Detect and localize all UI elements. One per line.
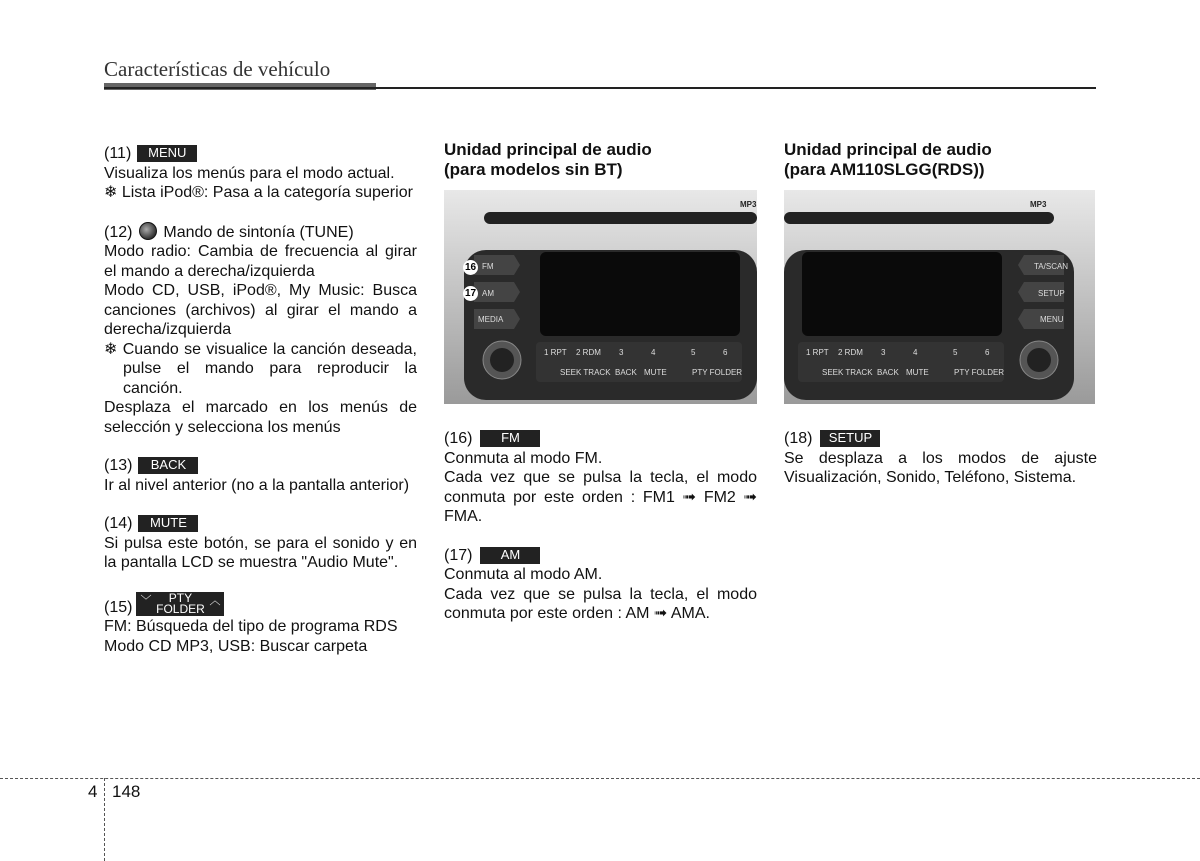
mute-key-badge: MUTE bbox=[138, 515, 198, 532]
column-right-body bbox=[784, 429, 1097, 488]
item-17-order: Cada vez que se pulsa la tecla, el modo conmuta por este orden : AM ➟ AMA. bbox=[444, 585, 757, 622]
pty-label: PTY bbox=[168, 590, 193, 605]
item-12-text-radio: Modo radio: Cambia de frecuencia al girar el mando a derecha/izquierda bbox=[104, 243, 417, 280]
key-4: 4 bbox=[913, 348, 918, 357]
menu-key-badge: MENU bbox=[137, 145, 197, 162]
back-key-badge: BACK bbox=[138, 457, 198, 474]
footer-rule bbox=[0, 778, 1200, 779]
pty-folder-key: PTY FOLDER bbox=[692, 368, 743, 377]
page-header-title: Características de vehículo bbox=[104, 57, 331, 81]
column-middle bbox=[444, 140, 757, 180]
setup-key-badge: SETUP bbox=[820, 430, 880, 447]
item-15-text-fm: FM: Búsqueda del tipo de programa RDS bbox=[104, 618, 398, 635]
menu-button-label: MENU bbox=[1040, 315, 1064, 324]
fm-key-badge: FM bbox=[480, 430, 540, 447]
chevron-up-icon: ︿ bbox=[209, 594, 221, 607]
item-17-number: (17) bbox=[444, 546, 473, 564]
heading-line-1: Unidad principal de audio bbox=[784, 140, 992, 159]
item-12-label: Mando de sintonía (TUNE) bbox=[163, 223, 354, 241]
audio-unit-photo-no-bt bbox=[444, 190, 757, 404]
item-11-note: ❄ Lista iPod®: Pasa a la categoría superior bbox=[104, 184, 413, 201]
heading-line-2: (para AM110SLGG(RDS)) bbox=[784, 160, 985, 179]
key-5: 5 bbox=[691, 348, 696, 357]
header-rule bbox=[104, 87, 1096, 89]
key-2: 2 RDM bbox=[838, 348, 863, 357]
column-right bbox=[784, 140, 1097, 180]
item-14-number: (14) bbox=[104, 515, 133, 532]
item-12-text-menu: Desplaza el marcado en los menús de selección y selecciona los menús bbox=[104, 399, 417, 436]
chapter-number: 4 bbox=[88, 782, 98, 801]
key-5: 5 bbox=[953, 348, 958, 357]
pty-folder-key-badge bbox=[136, 592, 224, 616]
item-11-text: Visualiza los menús para el modo actual. bbox=[104, 164, 395, 182]
seek-track-key: SEEK TRACK bbox=[560, 368, 611, 377]
pty-folder-key: PTY FOLDER bbox=[954, 368, 1005, 377]
item-16-text: Conmuta al modo FM. bbox=[444, 449, 603, 467]
item-12-note: ❄ Cuando se visualice la canción deseada, pulse el mando para reproducir la canción. bbox=[104, 340, 417, 397]
item-13-number: (13) bbox=[104, 457, 133, 474]
key-1: 1 RPT bbox=[806, 348, 829, 357]
item-14-text: Si pulsa este botón, se para el sonido y en la pantalla LCD se muestra "Audio Mute". bbox=[104, 534, 417, 571]
mp3-logo: MP3 bbox=[740, 200, 757, 209]
audio-unit-photo-rds bbox=[784, 190, 1095, 404]
key-6: 6 bbox=[723, 348, 728, 357]
key-4: 4 bbox=[651, 348, 656, 357]
item-16-order: Cada vez que se pulsa la tecla, el modo conmuta por este orden : FM1 ➟ FM2 ➟ FMA. bbox=[444, 469, 757, 525]
key-2: 2 RDM bbox=[576, 348, 601, 357]
item-15-number: (15) bbox=[104, 598, 133, 616]
item-18-text: Se desplaza a los modos de ajuste Visualización, Sonido, Teléfono, Sistema. bbox=[784, 449, 1097, 486]
page-number: 148 bbox=[112, 782, 141, 801]
tune-knob-icon bbox=[139, 222, 157, 240]
key-6: 6 bbox=[985, 348, 990, 357]
item-12-text-cd: Modo CD, USB, iPod®, My Music: Busca canciones (archivos) al girar el mando a derecha/izquierda bbox=[104, 282, 417, 338]
seek-track-key: SEEK TRACK bbox=[822, 368, 873, 377]
back-key: BACK bbox=[615, 368, 637, 377]
footer-divider bbox=[104, 778, 105, 861]
folder-label: FOLDER bbox=[156, 601, 205, 616]
mute-key: MUTE bbox=[906, 368, 929, 377]
mp3-logo: MP3 bbox=[1030, 200, 1047, 209]
chevron-down-icon: ﹀ bbox=[140, 594, 152, 607]
item-11-number: (11) bbox=[104, 145, 132, 162]
key-3: 3 bbox=[619, 348, 624, 357]
heading-line-2: (para modelos sin BT) bbox=[444, 160, 623, 179]
am-key-badge: AM bbox=[480, 547, 540, 564]
column-middle-body bbox=[444, 429, 757, 624]
am-button-label: AM bbox=[482, 289, 494, 298]
item-18-number: (18) bbox=[784, 430, 813, 447]
item-12-number: (12) bbox=[104, 223, 133, 241]
heading-line-1: Unidad principal de audio bbox=[444, 140, 652, 159]
mute-key: MUTE bbox=[644, 368, 667, 377]
media-button-label: MEDIA bbox=[478, 315, 504, 324]
ta-scan-button-label: TA/SCAN bbox=[1034, 262, 1069, 271]
callout-17: 17 bbox=[464, 288, 477, 299]
column-left bbox=[104, 144, 417, 656]
fm-button-label: FM bbox=[482, 262, 494, 271]
item-13-text: Ir al nivel anterior (no a la pantalla anterior) bbox=[104, 476, 410, 494]
item-15-text-cd: Modo CD MP3, USB: Buscar carpeta bbox=[104, 637, 368, 655]
item-17-text: Conmuta al modo AM. bbox=[444, 566, 603, 583]
key-1: 1 RPT bbox=[544, 348, 567, 357]
setup-button-label: SETUP bbox=[1038, 289, 1065, 298]
back-key: BACK bbox=[877, 368, 899, 377]
item-16-number: (16) bbox=[444, 430, 473, 447]
callout-16: 16 bbox=[464, 262, 477, 273]
key-3: 3 bbox=[881, 348, 886, 357]
